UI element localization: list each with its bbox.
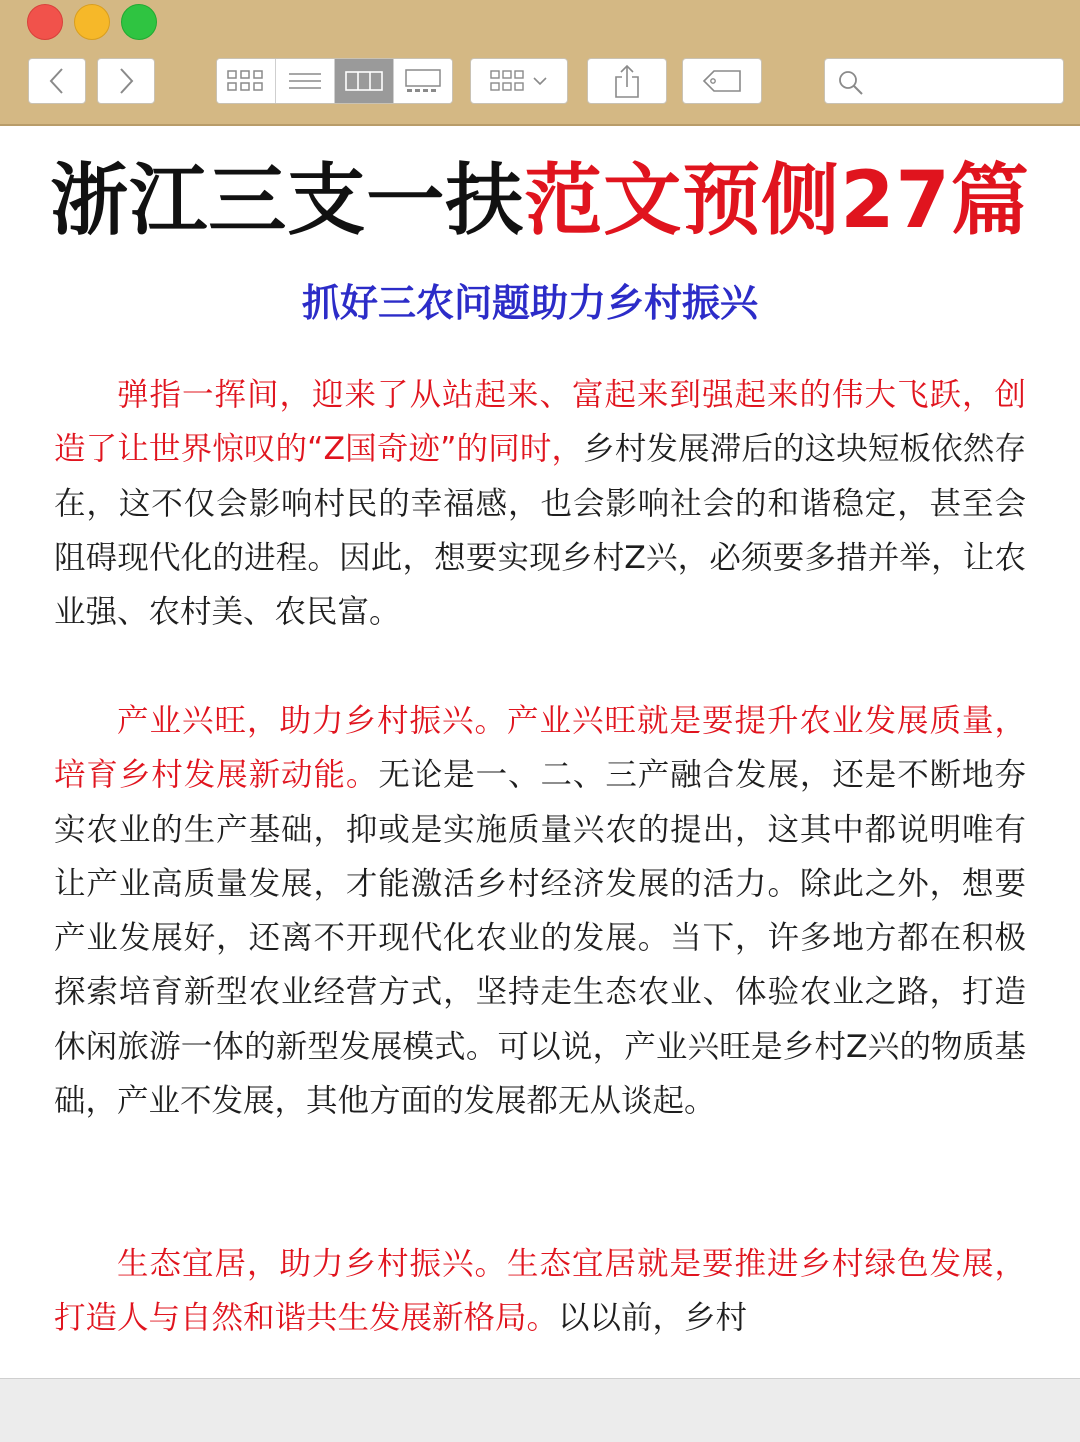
columns-icon bbox=[344, 69, 384, 93]
chevron-left-icon bbox=[47, 66, 67, 96]
paragraph-1-highlight: 弹指一挥间，迎来了从站起来、富起来到强起来的伟大飞跃，创造了让世界惊叹的“Z国奇迹”的同时， bbox=[54, 377, 1026, 468]
close-window-button[interactable] bbox=[27, 4, 63, 40]
view-list-button[interactable] bbox=[276, 59, 335, 103]
paragraph-1 bbox=[54, 368, 1026, 639]
title-red-part: 范文预侧27篇 bbox=[524, 156, 1030, 246]
document-content bbox=[0, 126, 1080, 1378]
chevron-right-icon bbox=[116, 66, 136, 96]
tag-icon bbox=[700, 67, 744, 95]
view-columns-button[interactable] bbox=[335, 59, 394, 103]
share-button[interactable] bbox=[587, 58, 667, 104]
paragraph-3-body: 以以前，乡村 bbox=[558, 1300, 748, 1337]
paragraph-2-highlight: 产业兴旺，助力乡村振兴。产业兴旺就是要提升农业发展质量，培育乡村发展新动能。 bbox=[54, 703, 1026, 794]
back-button[interactable] bbox=[28, 58, 86, 104]
forward-button[interactable] bbox=[97, 58, 155, 104]
document-subtitle: 抓好三农问题助力乡村振兴 bbox=[301, 281, 758, 325]
zoom-window-button[interactable] bbox=[121, 4, 157, 40]
tag-button[interactable] bbox=[682, 58, 762, 104]
view-icons-button[interactable] bbox=[217, 59, 276, 103]
arrange-button[interactable] bbox=[470, 58, 568, 104]
paragraph-2-body: 无论是一、二、三产融合发展，还是不断地夯实农业的生产基础，抑或是实施质量兴农的提出，这其中都说明唯有让产业高质量发展，才能激活乡村经济发展的活力。除此之外，想要产业发展好，还离不开现代化农业的发展。当下，许多地方都在积极探索培育新型农业经营方式，坚持走生态农业、体验农业之路，打造休闲旅游一体的新型发展模式。可以说，产业兴旺是乡村Z兴的物质基础，产业不发展，其他方面的发展都无从谈起。 bbox=[54, 757, 1026, 1120]
document-title bbox=[0, 156, 1080, 246]
paragraph-2 bbox=[54, 694, 1026, 1128]
grid-icon bbox=[226, 68, 266, 94]
view-mode-segmented-control bbox=[216, 58, 453, 104]
minimize-window-button[interactable] bbox=[74, 4, 110, 40]
window-bottom-bar bbox=[0, 1378, 1080, 1442]
view-gallery-button[interactable] bbox=[394, 59, 452, 103]
list-icon bbox=[288, 69, 322, 93]
paragraph-3 bbox=[54, 1237, 1026, 1346]
paragraph-3-highlight: 生态宜居，助力乡村振兴。生态宜居就是要推进乡村绿色发展，打造人与自然和谐共生发展新格局。 bbox=[54, 1246, 1026, 1337]
paragraph-1-body: 乡村发展滞后的这块短板依然存在，这不仅会影响村民的幸福感，也会影响社会的和谐稳定，甚至会阻碍现代化的进程。因此，想要实现乡村Z兴，必须要多措并举，让农业强、农村美、农民富。 bbox=[54, 431, 1026, 631]
search-icon bbox=[837, 69, 865, 97]
arrange-grid-icon bbox=[489, 68, 531, 94]
gallery-icon bbox=[403, 68, 443, 94]
title-black-part: 浙江三支一扶 bbox=[50, 156, 525, 246]
share-icon bbox=[612, 63, 642, 99]
search-field[interactable] bbox=[824, 58, 1064, 104]
window-toolbar bbox=[0, 0, 1080, 126]
chevron-down-icon bbox=[531, 75, 549, 87]
